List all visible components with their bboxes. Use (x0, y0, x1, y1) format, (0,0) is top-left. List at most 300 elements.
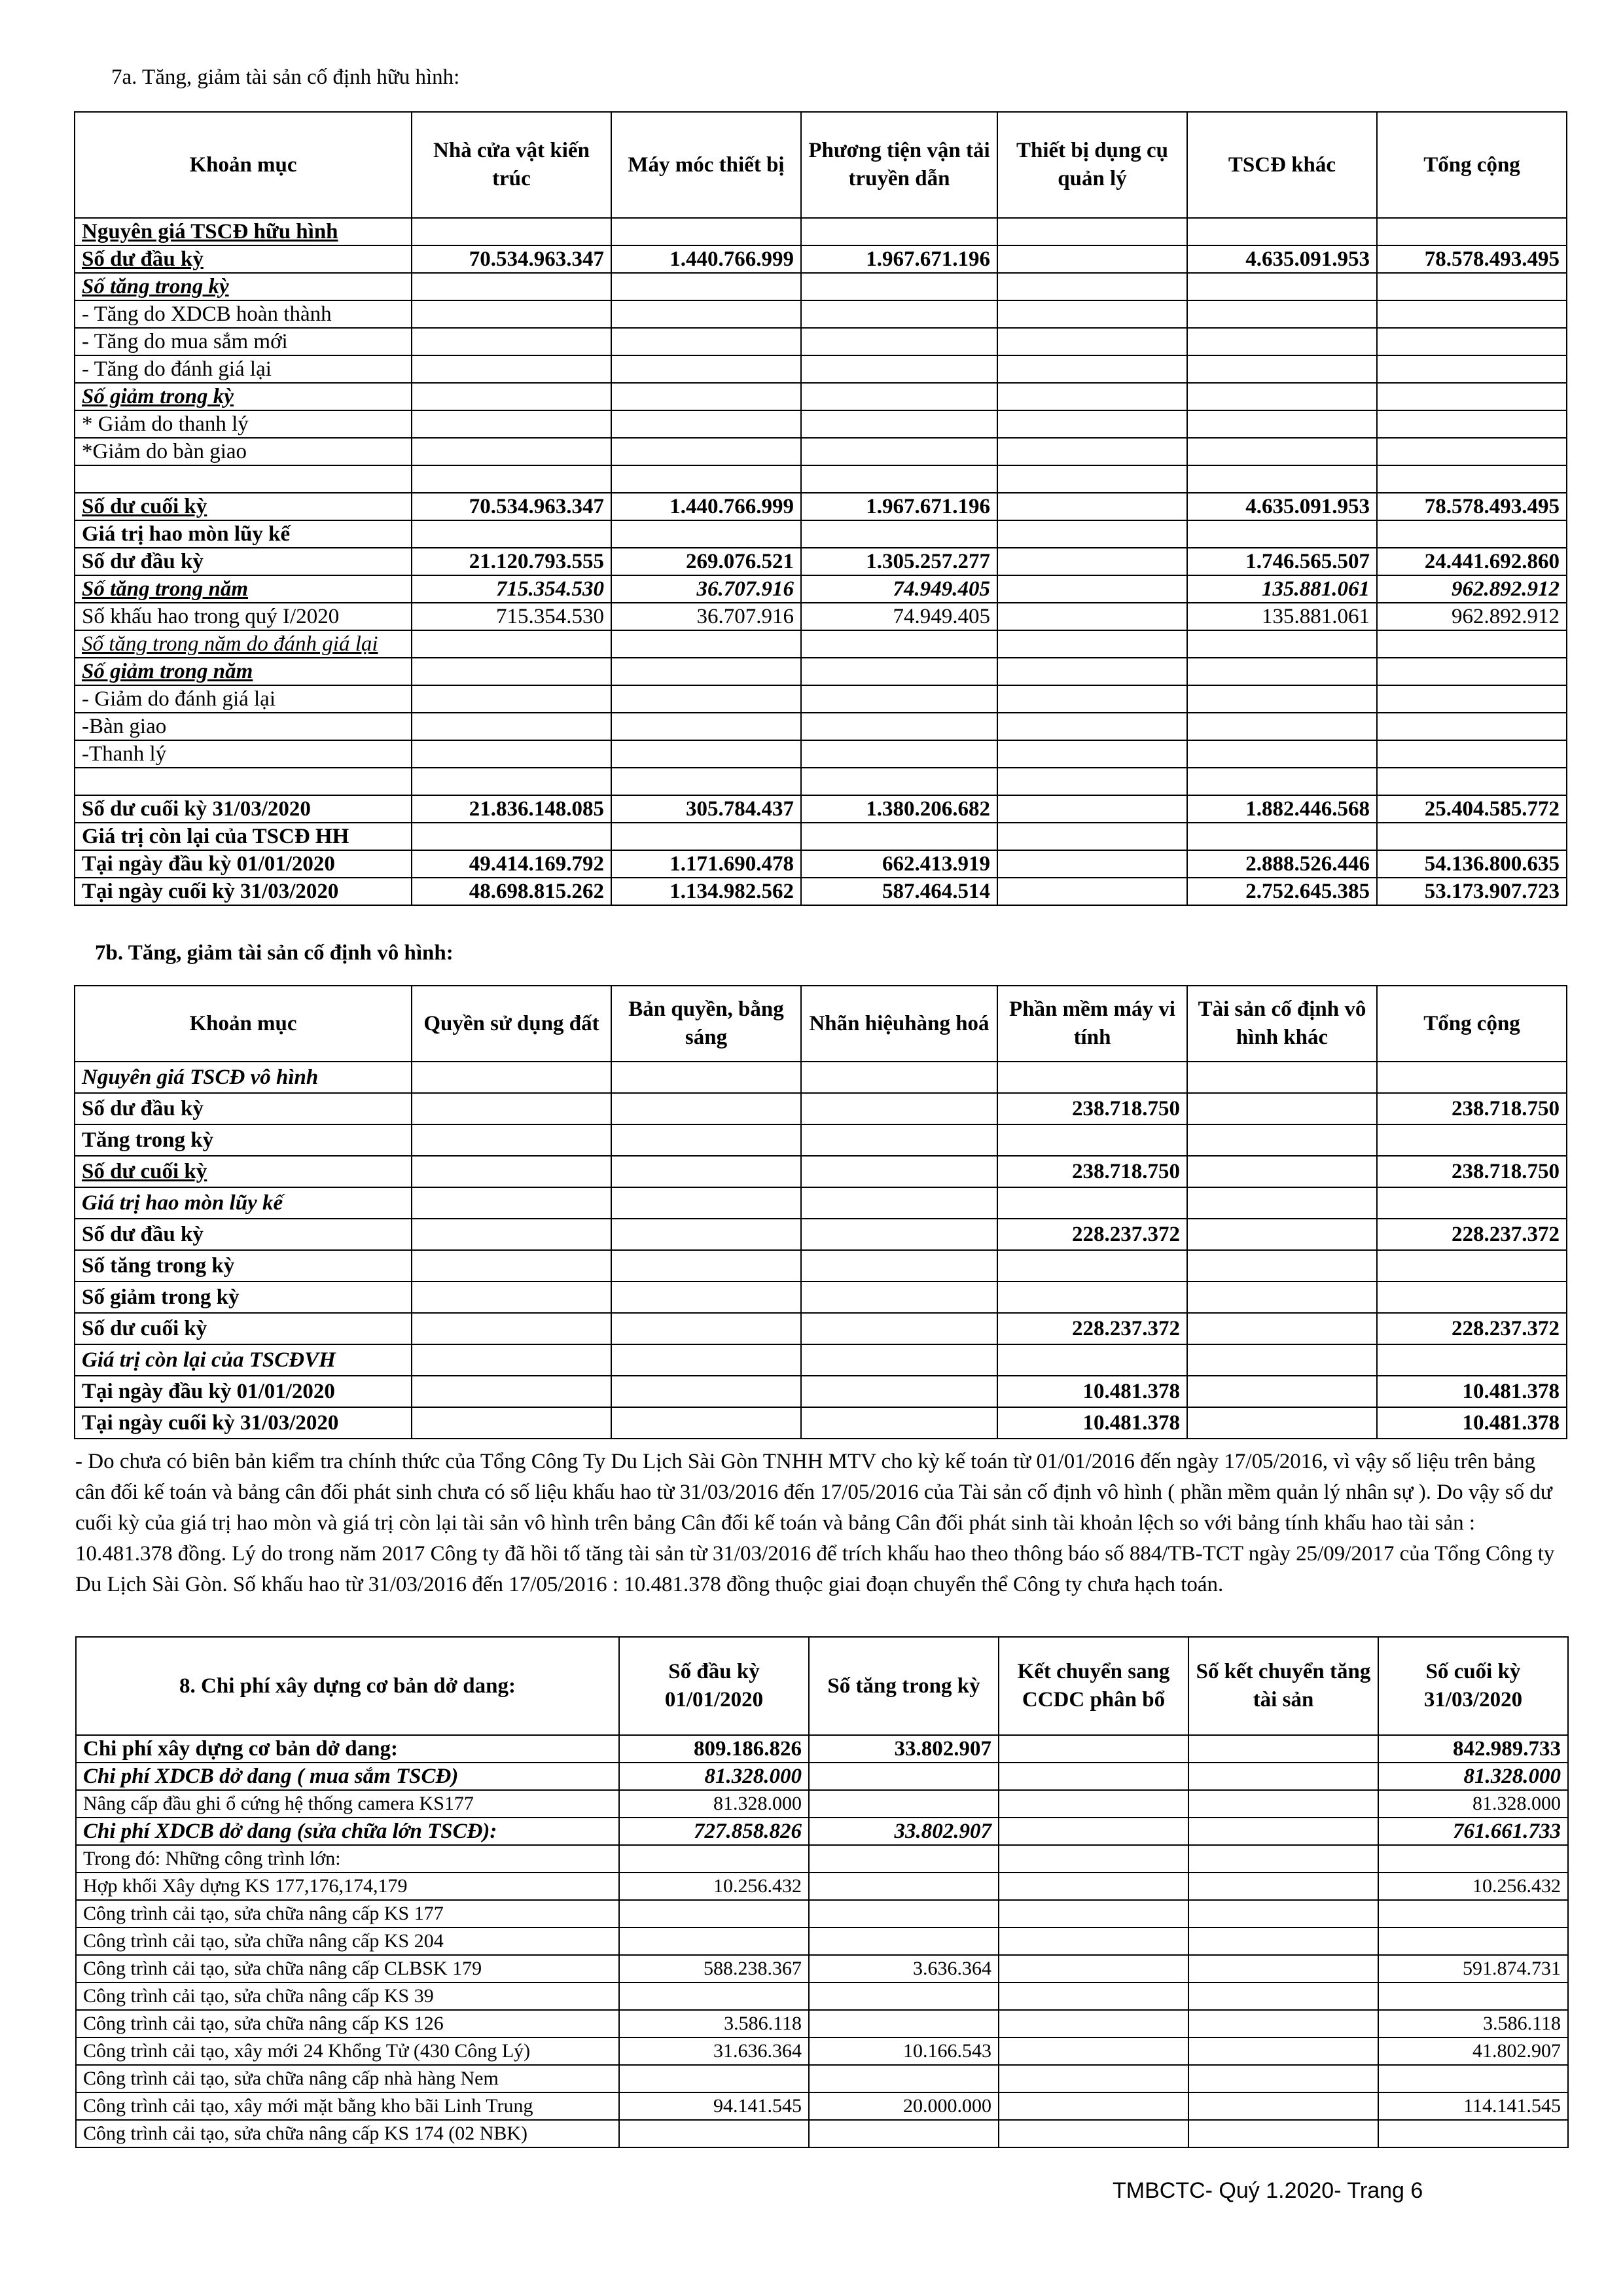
construction-in-progress-table (75, 1636, 1569, 2148)
value-cell (1187, 1187, 1377, 1219)
column-header: Tài sản cố định vô hình khác (1187, 986, 1377, 1062)
table-row (75, 548, 1567, 575)
value-cell (1188, 2120, 1378, 2147)
value-cell (801, 1407, 997, 1439)
value-cell (1188, 2092, 1378, 2120)
value-cell: 74.949.405 (801, 603, 997, 630)
value-cell: 962.892.912 (1377, 575, 1567, 603)
value-cell (1378, 1900, 1568, 1928)
value-cell (412, 768, 611, 795)
table-row (76, 1735, 1568, 1763)
column-header: TSCĐ khác (1187, 112, 1377, 218)
column-header: Số cuối kỳ 31/03/2020 (1378, 1637, 1568, 1735)
value-cell (801, 1313, 997, 1344)
value-cell (801, 1344, 997, 1376)
value-cell (412, 383, 611, 410)
table-row (75, 823, 1567, 850)
value-cell: 81.328.000 (619, 1790, 809, 1818)
value-cell: 81.328.000 (1378, 1790, 1568, 1818)
value-cell (611, 1313, 801, 1344)
value-cell (801, 520, 997, 548)
value-cell (1187, 1219, 1377, 1250)
row-label: Giá trị còn lại của TSCĐ HH (75, 823, 412, 850)
value-cell: 10.256.432 (1378, 1873, 1568, 1900)
value-cell: 228.237.372 (1377, 1219, 1567, 1250)
row-label: Số tăng trong năm do đánh giá lại (75, 630, 412, 658)
value-cell (611, 658, 801, 685)
row-label: Tăng trong kỳ (75, 1124, 412, 1156)
value-cell (997, 768, 1187, 795)
value-cell (611, 328, 801, 355)
value-cell (1187, 740, 1377, 768)
table-row (75, 740, 1567, 768)
value-cell (412, 685, 611, 713)
row-label: Số dư đầu kỳ (75, 548, 412, 575)
value-cell (412, 1093, 611, 1124)
value-cell: 588.238.367 (619, 1955, 809, 1982)
value-cell (1187, 1250, 1377, 1282)
table-row (76, 1763, 1568, 1790)
value-cell (1377, 1344, 1567, 1376)
value-cell (1188, 1928, 1378, 1955)
value-cell (412, 465, 611, 493)
value-cell (801, 1282, 997, 1313)
row-label: Nguyên giá TSCĐ vô hình (75, 1062, 412, 1093)
value-cell (997, 603, 1187, 630)
value-cell: 21.836.148.085 (412, 795, 611, 823)
table-row (75, 328, 1567, 355)
value-cell (1378, 1928, 1568, 1955)
value-cell (611, 685, 801, 713)
value-cell (1377, 438, 1567, 465)
table-row (75, 1407, 1567, 1439)
value-cell (1377, 355, 1567, 383)
value-cell (997, 850, 1187, 878)
value-cell (999, 2037, 1188, 2065)
table-row (75, 1124, 1567, 1156)
row-label: Chi phí xây dựng cơ bản dở dang: (76, 1735, 619, 1763)
value-cell (801, 740, 997, 768)
value-cell (801, 300, 997, 328)
table-row (76, 2065, 1568, 2092)
value-cell (412, 1376, 611, 1407)
table-row (76, 1818, 1568, 1845)
value-cell (997, 438, 1187, 465)
row-label: Số dư đầu kỳ (75, 245, 412, 273)
value-cell (1377, 658, 1567, 685)
table-row (75, 850, 1567, 878)
value-cell (801, 218, 997, 245)
row-label: Công trình cải tạo, sửa chữa nâng cấp KS 177 (76, 1900, 619, 1928)
value-cell: 54.136.800.635 (1377, 850, 1567, 878)
value-cell (1377, 713, 1567, 740)
table-row (75, 355, 1567, 383)
value-cell (999, 2010, 1188, 2037)
value-cell: 20.000.000 (809, 2092, 999, 2120)
table-row (75, 438, 1567, 465)
value-cell (997, 1062, 1187, 1093)
value-cell (611, 1344, 801, 1376)
value-cell (611, 1187, 801, 1219)
value-cell: 305.784.437 (611, 795, 801, 823)
value-cell (801, 465, 997, 493)
value-cell (1187, 1407, 1377, 1439)
value-cell (801, 1376, 997, 1407)
value-cell (1377, 740, 1567, 768)
value-cell (1188, 1790, 1378, 1818)
table-row (75, 300, 1567, 328)
row-label: Số tăng trong kỳ (75, 273, 412, 300)
value-cell: 1.967.671.196 (801, 493, 997, 520)
value-cell (801, 713, 997, 740)
column-header: Số đầu kỳ 01/01/2020 (619, 1637, 809, 1735)
table-row (76, 1900, 1568, 1928)
value-cell (611, 1156, 801, 1187)
value-cell (611, 355, 801, 383)
value-cell (412, 713, 611, 740)
value-cell (1377, 1187, 1567, 1219)
table-row (76, 1845, 1568, 1873)
row-label: -Thanh lý (75, 740, 412, 768)
fixed-assets-intangible-table (74, 985, 1567, 1439)
section-7b-title: 7b. Tăng, giảm tài sản cố định vô hình: (95, 941, 454, 965)
table-row (76, 1955, 1568, 1982)
value-cell (999, 1955, 1188, 1982)
table-row (75, 575, 1567, 603)
value-cell (412, 630, 611, 658)
value-cell: 1.440.766.999 (611, 493, 801, 520)
value-cell (611, 740, 801, 768)
value-cell (997, 218, 1187, 245)
value-cell: 33.802.907 (809, 1818, 999, 1845)
value-cell (1378, 1982, 1568, 2010)
value-cell: 48.698.815.262 (412, 878, 611, 905)
value-cell (412, 823, 611, 850)
value-cell: 74.949.405 (801, 575, 997, 603)
value-cell (1187, 410, 1377, 438)
value-cell: 4.635.091.953 (1187, 245, 1377, 273)
value-cell (801, 1219, 997, 1250)
value-cell: 81.328.000 (1378, 1763, 1568, 1790)
value-cell (412, 1219, 611, 1250)
value-cell (1188, 2010, 1378, 2037)
value-cell (1187, 328, 1377, 355)
value-cell (997, 493, 1187, 520)
value-cell: 21.120.793.555 (412, 548, 611, 575)
value-cell: 1.440.766.999 (611, 245, 801, 273)
table-row (76, 1873, 1568, 1900)
value-cell (997, 685, 1187, 713)
row-label: Nâng cấp đầu ghi ổ cứng hệ thống camera KS177 (76, 1790, 619, 1818)
table-row (75, 1187, 1567, 1219)
value-cell (801, 328, 997, 355)
value-cell (1377, 218, 1567, 245)
row-label: Số tăng trong năm (75, 575, 412, 603)
table-row (75, 603, 1567, 630)
value-cell: 4.635.091.953 (1187, 493, 1377, 520)
value-cell: 10.481.378 (1377, 1407, 1567, 1439)
value-cell (611, 410, 801, 438)
value-cell: 70.534.963.347 (412, 493, 611, 520)
value-cell (1187, 1156, 1377, 1187)
value-cell (1188, 1763, 1378, 1790)
value-cell (1187, 713, 1377, 740)
value-cell (1377, 1250, 1567, 1282)
value-cell (412, 328, 611, 355)
value-cell (619, 1928, 809, 1955)
table-row (75, 383, 1567, 410)
value-cell (999, 2092, 1188, 2120)
row-label: -Bàn giao (75, 713, 412, 740)
value-cell (999, 2065, 1188, 2092)
value-cell (1377, 1282, 1567, 1313)
value-cell: 3.636.364 (809, 1955, 999, 1982)
value-cell (1187, 355, 1377, 383)
row-label: Công trình cải tạo, sửa chữa nâng cấp KS 39 (76, 1982, 619, 2010)
column-header: Nhà cửa vật kiến trúc (412, 112, 611, 218)
value-cell (1187, 658, 1377, 685)
value-cell: 715.354.530 (412, 603, 611, 630)
value-cell: 809.186.826 (619, 1735, 809, 1763)
value-cell (1378, 1845, 1568, 1873)
row-label: Số giảm trong kỳ (75, 1282, 412, 1313)
value-cell (611, 713, 801, 740)
value-cell: 70.534.963.347 (412, 245, 611, 273)
table-row (75, 630, 1567, 658)
value-cell (611, 823, 801, 850)
table-row (75, 795, 1567, 823)
value-cell (1188, 1845, 1378, 1873)
value-cell (999, 1873, 1188, 1900)
table-row (75, 273, 1567, 300)
value-cell (809, 2120, 999, 2147)
value-cell: 135.881.061 (1187, 575, 1377, 603)
value-cell (412, 355, 611, 383)
value-cell (801, 410, 997, 438)
value-cell (611, 1282, 801, 1313)
value-cell (1188, 1818, 1378, 1845)
value-cell (412, 1156, 611, 1187)
value-cell: 228.237.372 (997, 1219, 1187, 1250)
value-cell (809, 1873, 999, 1900)
value-cell (1187, 1313, 1377, 1344)
row-label: Số dư cuối kỳ (75, 1313, 412, 1344)
value-cell: 238.718.750 (1377, 1156, 1567, 1187)
page-footer: TMBCTC- Quý 1.2020- Trang 6 (1113, 2178, 1423, 2203)
value-cell (997, 823, 1187, 850)
column-header: 8. Chi phí xây dựng cơ bản dở dang: (76, 1637, 619, 1735)
value-cell (999, 1735, 1188, 1763)
value-cell (1377, 383, 1567, 410)
value-cell (412, 438, 611, 465)
table-row (76, 2010, 1568, 2037)
value-cell (1188, 1735, 1378, 1763)
value-cell: 53.173.907.723 (1377, 878, 1567, 905)
value-cell (999, 1790, 1188, 1818)
value-cell: 81.328.000 (619, 1763, 809, 1790)
value-cell (1187, 300, 1377, 328)
value-cell (412, 300, 611, 328)
value-cell (997, 1282, 1187, 1313)
value-cell (611, 1124, 801, 1156)
row-label: Số dư đầu kỳ (75, 1219, 412, 1250)
value-cell: 33.802.907 (809, 1735, 999, 1763)
row-label (75, 465, 412, 493)
value-cell (611, 465, 801, 493)
table-row (76, 1982, 1568, 2010)
value-cell (1188, 1982, 1378, 2010)
table-row (75, 878, 1567, 905)
value-cell (619, 2065, 809, 2092)
value-cell (999, 1818, 1188, 1845)
value-cell (1377, 1124, 1567, 1156)
value-cell (619, 1982, 809, 2010)
row-label: Trong đó: Những công trình lớn: (76, 1845, 619, 1873)
value-cell (997, 878, 1187, 905)
value-cell (412, 218, 611, 245)
table-row (76, 2120, 1568, 2147)
value-cell: 761.661.733 (1378, 1818, 1568, 1845)
value-cell (611, 1376, 801, 1407)
table-row (75, 1219, 1567, 1250)
value-cell (1187, 520, 1377, 548)
value-cell: 41.802.907 (1378, 2037, 1568, 2065)
row-label: Công trình cải tạo, sửa chữa nâng cấp nhà hàng Nem (76, 2065, 619, 2092)
value-cell: 25.404.585.772 (1377, 795, 1567, 823)
row-label: - Tăng do đánh giá lại (75, 355, 412, 383)
value-cell (801, 1156, 997, 1187)
row-label: Công trình cải tạo, sửa chữa nâng cấp KS 174 (02 NBK) (76, 2120, 619, 2147)
value-cell: 228.237.372 (997, 1313, 1187, 1344)
column-header: Phần mềm máy vi tính (997, 986, 1187, 1062)
value-cell (997, 1344, 1187, 1376)
value-cell: 3.586.118 (1378, 2010, 1568, 2037)
value-cell (1187, 383, 1377, 410)
row-label: Giá trị hao mòn lũy kế (75, 1187, 412, 1219)
value-cell (1377, 410, 1567, 438)
value-cell (1187, 273, 1377, 300)
value-cell (412, 658, 611, 685)
value-cell (611, 1407, 801, 1439)
value-cell (1377, 823, 1567, 850)
value-cell: 962.892.912 (1377, 603, 1567, 630)
value-cell (412, 1313, 611, 1344)
value-cell: 238.718.750 (997, 1156, 1187, 1187)
value-cell: 135.881.061 (1187, 603, 1377, 630)
value-cell (1188, 2065, 1378, 2092)
row-label: Tại ngày cuối kỳ 31/03/2020 (75, 1407, 412, 1439)
row-label (75, 768, 412, 795)
value-cell (611, 1093, 801, 1124)
value-cell (801, 273, 997, 300)
value-cell: 36.707.916 (611, 603, 801, 630)
value-cell (412, 1344, 611, 1376)
column-header: Khoản mục (75, 986, 412, 1062)
value-cell (412, 1250, 611, 1282)
value-cell (1188, 2037, 1378, 2065)
value-cell (809, 2010, 999, 2037)
value-cell (801, 685, 997, 713)
value-cell (809, 1900, 999, 1928)
value-cell (801, 1093, 997, 1124)
column-header: Thiết bị dụng cụ quản lý (997, 112, 1187, 218)
table-row (76, 1790, 1568, 1818)
value-cell (1187, 823, 1377, 850)
value-cell (1378, 2065, 1568, 2092)
row-label: Công trình cải tạo, sửa chữa nâng cấp CLBSK 179 (76, 1955, 619, 1982)
value-cell (997, 740, 1187, 768)
value-cell: 1.967.671.196 (801, 245, 997, 273)
row-label: Tại ngày đầu kỳ 01/01/2020 (75, 850, 412, 878)
value-cell (1187, 1093, 1377, 1124)
row-label: Số giảm trong năm (75, 658, 412, 685)
value-cell (997, 410, 1187, 438)
value-cell (412, 410, 611, 438)
row-label: Công trình cải tạo, xây mới 24 Khổng Tử (430 Công Lý) (76, 2037, 619, 2065)
value-cell (801, 1124, 997, 1156)
value-cell: 662.413.919 (801, 850, 997, 878)
value-cell (611, 768, 801, 795)
row-label: Số giảm trong kỳ (75, 383, 412, 410)
table-row (75, 1376, 1567, 1407)
value-cell (997, 1250, 1187, 1282)
value-cell: 1.171.690.478 (611, 850, 801, 878)
row-label: Tại ngày đầu kỳ 01/01/2020 (75, 1376, 412, 1407)
value-cell (1377, 685, 1567, 713)
value-cell (997, 630, 1187, 658)
value-cell (999, 1900, 1188, 1928)
value-cell: 78.578.493.495 (1377, 493, 1567, 520)
value-cell: 10.256.432 (619, 1873, 809, 1900)
value-cell: 10.166.543 (809, 2037, 999, 2065)
value-cell (412, 1187, 611, 1219)
table-row (75, 1282, 1567, 1313)
value-cell: 238.718.750 (1377, 1093, 1567, 1124)
value-cell: 591.874.731 (1378, 1955, 1568, 1982)
value-cell: 842.989.733 (1378, 1735, 1568, 1763)
value-cell (611, 218, 801, 245)
column-header: Quyền sử dụng đất (412, 986, 611, 1062)
value-cell (1378, 2120, 1568, 2147)
row-label: Công trình cải tạo, sửa chữa nâng cấp KS 126 (76, 2010, 619, 2037)
value-cell (997, 355, 1187, 383)
table-row (75, 685, 1567, 713)
row-label: Chi phí XDCB dở dang ( mua sắm TSCĐ) (76, 1763, 619, 1790)
value-cell: 1.746.565.507 (1187, 548, 1377, 575)
row-label: Giá trị hao mòn lũy kế (75, 520, 412, 548)
value-cell (801, 355, 997, 383)
table-row (75, 1313, 1567, 1344)
value-cell (801, 630, 997, 658)
table-row (75, 1093, 1567, 1124)
row-label: Công trình cải tạo, sửa chữa nâng cấp KS 204 (76, 1928, 619, 1955)
row-label: - Tăng do XDCB hoàn thành (75, 300, 412, 328)
row-label: *Giảm do bàn giao (75, 438, 412, 465)
table-row (75, 1156, 1567, 1187)
table-row (76, 1928, 1568, 1955)
value-cell (412, 520, 611, 548)
value-cell (1377, 465, 1567, 493)
row-label: Công trình cải tạo, xây mới mặt bằng kho bãi Linh Trung (76, 2092, 619, 2120)
table-row (75, 768, 1567, 795)
value-cell (809, 1982, 999, 2010)
value-cell (809, 1790, 999, 1818)
value-cell (801, 768, 997, 795)
column-header: Số tăng trong kỳ (809, 1637, 999, 1735)
value-cell (997, 795, 1187, 823)
value-cell: 1.134.982.562 (611, 878, 801, 905)
row-label: Nguyên giá TSCĐ hữu hình (75, 218, 412, 245)
